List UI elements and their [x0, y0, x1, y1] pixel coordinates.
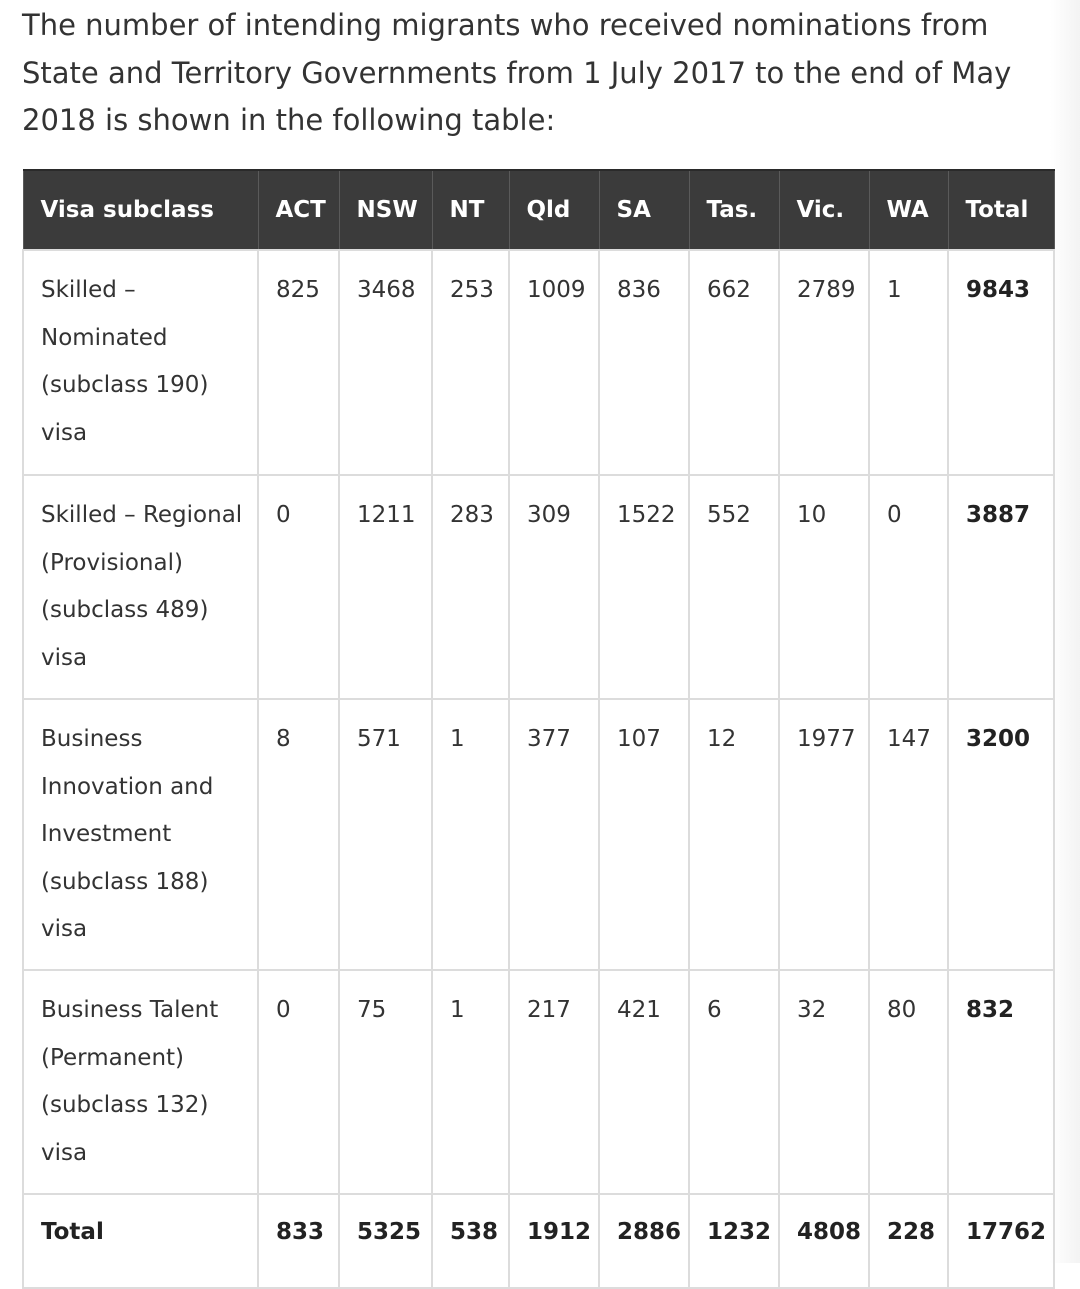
table-cell: 571	[339, 699, 432, 970]
table-cell: 12	[689, 699, 779, 970]
header-act: ACT	[258, 170, 339, 250]
header-wa: WA	[869, 170, 948, 250]
table-header-row	[23, 170, 1054, 250]
table-cell: 3468	[339, 250, 432, 475]
header-visa-subclass: Visa subclass	[23, 170, 258, 250]
total-cell: 228	[869, 1194, 948, 1288]
header-qld: Qld	[509, 170, 599, 250]
table-row	[23, 475, 1054, 699]
table-cell: 0	[258, 970, 339, 1194]
intro-paragraph: The number of intending migrants who received nominations from State and Territory Governments from 1 July 2017 to the end of May 2018 is shown in the following table:	[22, 8, 1012, 137]
table-cell: 662	[689, 250, 779, 475]
table-cell: 283	[432, 475, 509, 699]
row-total-cell: 832	[948, 970, 1054, 1194]
grand-total-cell: 17762	[948, 1194, 1054, 1288]
table-row	[23, 250, 1054, 475]
table-cell: 253	[432, 250, 509, 475]
header-nt: NT	[432, 170, 509, 250]
row-total-cell: 3200	[948, 699, 1054, 970]
table-row	[23, 970, 1054, 1194]
table-cell: 80	[869, 970, 948, 1194]
table-cell: 6	[689, 970, 779, 1194]
header-vic: Vic.	[779, 170, 869, 250]
row-label: Business Innovation and Investment (subclass 188) visa	[23, 699, 258, 970]
table-cell: 147	[869, 699, 948, 970]
total-cell: 833	[258, 1194, 339, 1288]
header-nsw: NSW	[339, 170, 432, 250]
header-tas: Tas.	[689, 170, 779, 250]
table-cell: 8	[258, 699, 339, 970]
total-cell: 2886	[599, 1194, 689, 1288]
table-cell: 1	[432, 970, 509, 1194]
table-cell: 825	[258, 250, 339, 475]
table-cell: 1977	[779, 699, 869, 970]
total-row	[23, 1194, 1054, 1288]
table-cell: 75	[339, 970, 432, 1194]
table-cell: 1	[869, 250, 948, 475]
total-cell: 1232	[689, 1194, 779, 1288]
table-cell: 421	[599, 970, 689, 1194]
row-total-cell: 9843	[948, 250, 1054, 475]
table-cell: 107	[599, 699, 689, 970]
total-cell: 4808	[779, 1194, 869, 1288]
total-cell: 5325	[339, 1194, 432, 1288]
total-cell: 1912	[509, 1194, 599, 1288]
row-total-cell: 3887	[948, 475, 1054, 699]
header-total: Total	[948, 170, 1054, 250]
table-cell: 377	[509, 699, 599, 970]
table-cell: 0	[258, 475, 339, 699]
table-cell: 1	[432, 699, 509, 970]
nominations-table	[22, 169, 1055, 1289]
table-row	[23, 699, 1054, 970]
row-label: Business Talent (Permanent) (subclass 132) visa	[23, 970, 258, 1194]
table-cell: 0	[869, 475, 948, 699]
header-sa: SA	[599, 170, 689, 250]
table-cell: 32	[779, 970, 869, 1194]
table-cell: 10	[779, 475, 869, 699]
table-cell: 309	[509, 475, 599, 699]
table-cell: 1522	[599, 475, 689, 699]
table-cell: 836	[599, 250, 689, 475]
total-row-label: Total	[23, 1194, 258, 1288]
total-cell: 538	[432, 1194, 509, 1288]
table-cell: 1211	[339, 475, 432, 699]
row-label: Skilled – Nominated (subclass 190) visa	[23, 250, 258, 475]
table-cell: 217	[509, 970, 599, 1194]
table-cell: 1009	[509, 250, 599, 475]
table-cell: 2789	[779, 250, 869, 475]
table-cell: 552	[689, 475, 779, 699]
row-label: Skilled – Regional (Provisional) (subclass 489) visa	[23, 475, 258, 699]
